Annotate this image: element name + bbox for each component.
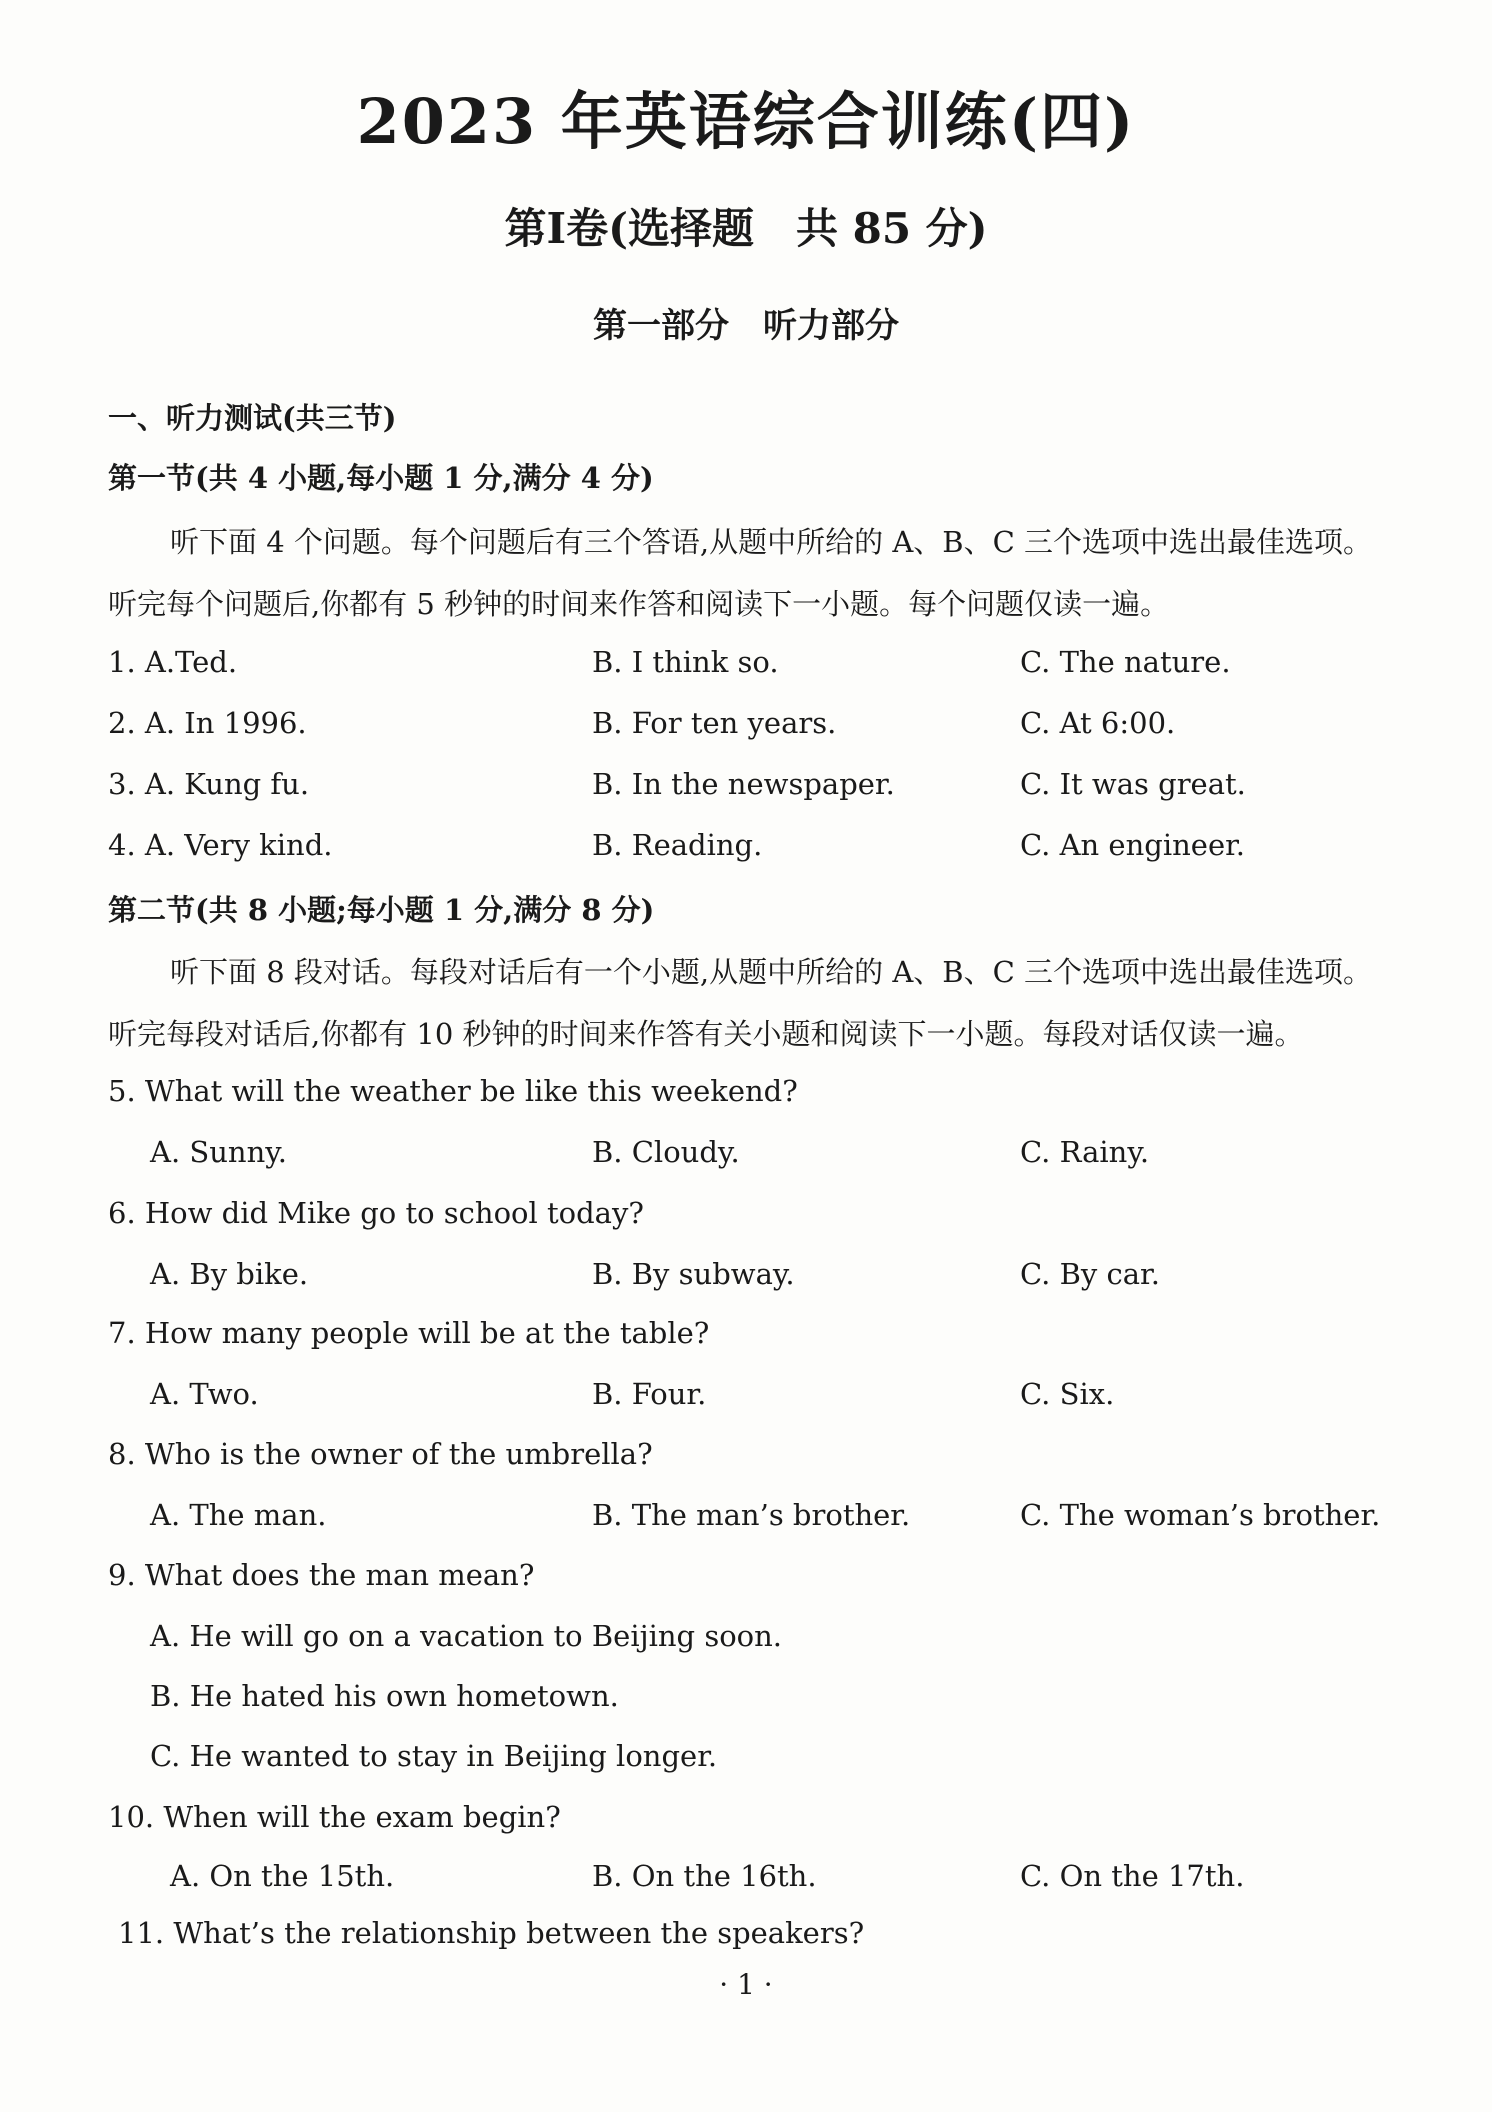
option-c[interactable]: C. On the 17th.	[1020, 1859, 1245, 1893]
question-text: 7. How many people will be at the table?	[108, 1316, 710, 1350]
option-b[interactable]: B. Four.	[592, 1377, 707, 1411]
option-b[interactable]: B. For ten years.	[592, 706, 837, 740]
option-c[interactable]: C. An engineer.	[1020, 828, 1246, 862]
question-text: 10. When will the exam begin?	[108, 1800, 561, 1834]
option-c[interactable]: C. Rainy.	[1020, 1135, 1150, 1169]
section-heading: 一、听力测试(共三节)	[108, 401, 397, 435]
question-text: 9. What does the man mean?	[108, 1558, 535, 1592]
option-a[interactable]: A. By bike.	[150, 1257, 309, 1291]
part-title: 第一部分 听力部分	[593, 306, 899, 346]
option-a[interactable]: 1. A.Ted.	[108, 645, 238, 679]
option-a[interactable]: 2. A. In 1996.	[108, 706, 307, 740]
option-b[interactable]: B. Reading.	[592, 828, 763, 862]
section2-heading: 第二节(共 8 小题;每小题 1 分,满分 8 分)	[108, 893, 655, 927]
option-b[interactable]: B. I think so.	[592, 645, 779, 679]
volume-title: 第Ⅰ卷(选择题 共 85 分)	[504, 204, 988, 253]
option-a[interactable]: A. The man.	[150, 1498, 327, 1532]
option-c[interactable]: C. He wanted to stay in Beijing longer.	[150, 1739, 718, 1773]
page-title: 2023 年英语综合训练(四)	[356, 85, 1136, 158]
page-number: · 1 ·	[719, 1968, 773, 2001]
question-text: 8. Who is the owner of the umbrella?	[108, 1437, 653, 1471]
option-b[interactable]: B. In the newspaper.	[592, 767, 895, 801]
section1-instruction-1: 听下面 4 个问题。每个问题后有三个答语,从题中所给的 A、B、C 三个选项中选出最佳选项。	[170, 525, 1372, 559]
option-a[interactable]: A. Two.	[150, 1377, 259, 1411]
option-c[interactable]: C. It was great.	[1020, 767, 1246, 801]
option-c[interactable]: C. At 6:00.	[1020, 706, 1176, 740]
option-c[interactable]: C. The nature.	[1020, 645, 1231, 679]
option-b[interactable]: B. Cloudy.	[592, 1135, 740, 1169]
option-a[interactable]: A. He will go on a vacation to Beijing soon.	[150, 1619, 783, 1653]
section1-heading: 第一节(共 4 小题,每小题 1 分,满分 4 分)	[108, 461, 654, 495]
option-b[interactable]: B. The man’s brother.	[592, 1498, 911, 1532]
option-b[interactable]: B. On the 16th.	[592, 1859, 817, 1893]
section2-instruction-1: 听下面 8 段对话。每段对话后有一个小题,从题中所给的 A、B、C 三个选项中选出最佳选项。	[170, 955, 1372, 989]
option-a[interactable]: 3. A. Kung fu.	[108, 767, 310, 801]
option-a[interactable]: A. On the 15th.	[170, 1859, 395, 1893]
option-c[interactable]: C. Six.	[1020, 1377, 1115, 1411]
option-a[interactable]: 4. A. Very kind.	[108, 828, 333, 862]
option-c[interactable]: C. The woman’s brother.	[1020, 1498, 1381, 1532]
option-c[interactable]: C. By car.	[1020, 1257, 1160, 1291]
question-text: 11. What’s the relationship between the speakers?	[118, 1916, 865, 1950]
question-text: 5. What will the weather be like this weekend?	[108, 1074, 798, 1108]
option-a[interactable]: A. Sunny.	[150, 1135, 288, 1169]
section2-instruction-2: 听完每段对话后,你都有 10 秒钟的时间来作答有关小题和阅读下一小题。每段对话仅读一遍。	[108, 1017, 1304, 1051]
question-text: 6. How did Mike go to school today?	[108, 1196, 644, 1230]
section1-instruction-2: 听完每个问题后,你都有 5 秒钟的时间来作答和阅读下一小题。每个问题仅读一遍。	[108, 587, 1170, 621]
option-b[interactable]: B. By subway.	[592, 1257, 795, 1291]
option-b[interactable]: B. He hated his own hometown.	[150, 1679, 619, 1713]
